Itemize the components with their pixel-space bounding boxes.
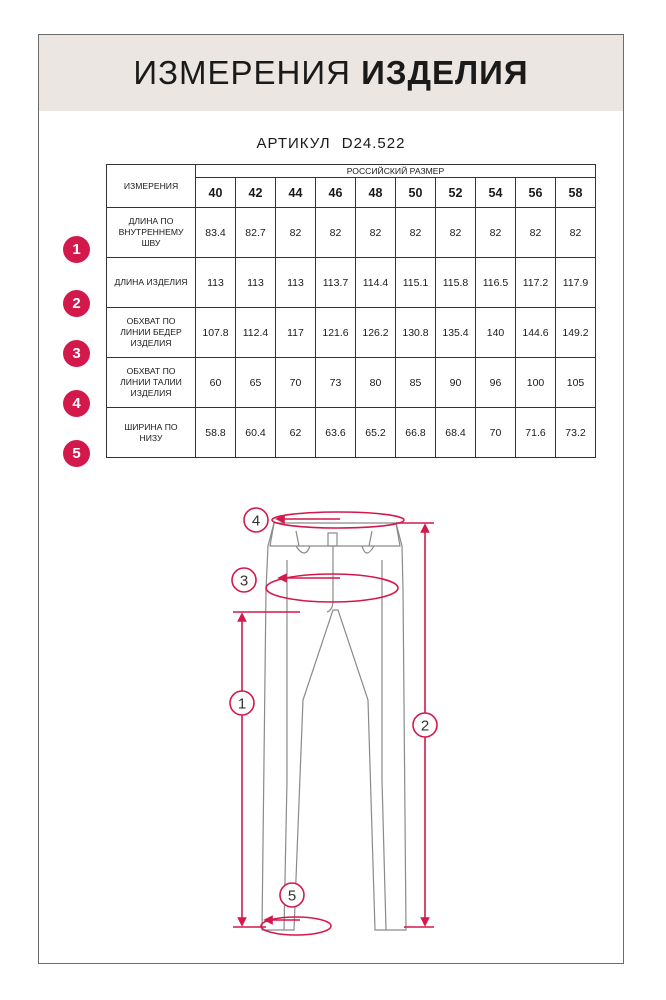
measurement-value: 115.8 [436, 258, 476, 308]
measurement-value: 115.1 [396, 258, 436, 308]
measurement-label-line: ОБХВАТ ПО [126, 316, 176, 326]
measurement-label-line: ДЛИНА ПО [128, 216, 174, 226]
measurement-value: 140 [476, 308, 516, 358]
measurement-value: 130.8 [396, 308, 436, 358]
measurement-value: 65.2 [356, 408, 396, 458]
size-header: 42 [236, 178, 276, 208]
row-number-badge: 4 [63, 390, 90, 417]
diagram-marker-3: 3 [239, 572, 249, 590]
measurement-label-line: НИЗУ [139, 432, 163, 443]
measurement-value: 113 [276, 258, 316, 308]
measurement-value: 82 [516, 208, 556, 258]
measurement-value: 144.6 [516, 308, 556, 358]
row-number-badge: 1 [63, 236, 90, 263]
measurement-label-line: ДЛИНА ИЗДЕЛИЯ [114, 277, 188, 287]
measurement-label-line: ШИРИНА ПО [124, 421, 178, 432]
measurement-value: 82 [316, 208, 356, 258]
size-header: 52 [436, 178, 476, 208]
article-label: АРТИКУЛ [256, 135, 331, 152]
measurement-value: 85 [396, 358, 436, 408]
measurement-value: 113 [236, 258, 276, 308]
measurement-value: 66.8 [396, 408, 436, 458]
measurement-value: 82 [276, 208, 316, 258]
article-code: D24.522 [341, 135, 406, 152]
size-header: 56 [516, 178, 556, 208]
size-header: 50 [396, 178, 436, 208]
measurement-label-line: ЛИНИИ ТАЛИИ [120, 377, 182, 387]
measurement-value: 82 [356, 208, 396, 258]
measurement-value: 117.9 [556, 258, 596, 308]
measurement-value: 114.4 [356, 258, 396, 308]
size-group-header: РОССИЙСКИЙ РАЗМЕР [196, 165, 596, 178]
measurement-value: 107.8 [196, 308, 236, 358]
measurement-value: 82 [396, 208, 436, 258]
measurement-value: 82 [476, 208, 516, 258]
row-number-badge: 3 [63, 340, 90, 367]
measurement-value: 82.7 [236, 208, 276, 258]
size-header: 54 [476, 178, 516, 208]
measurement-value: 149.2 [556, 308, 596, 358]
row-number-badge: 5 [63, 440, 90, 467]
measurement-value: 80 [356, 358, 396, 408]
measurement-value: 126.2 [356, 308, 396, 358]
measurement-value: 117 [276, 308, 316, 358]
measurement-value: 116.5 [476, 258, 516, 308]
measurement-value: 68.4 [436, 408, 476, 458]
measurement-value: 96 [476, 358, 516, 408]
measurement-value: 70 [276, 358, 316, 408]
measurement-value: 105 [556, 358, 596, 408]
measurement-value: 100 [516, 358, 556, 408]
measurement-value: 117.2 [516, 258, 556, 308]
measurement-value: 60.4 [236, 408, 276, 458]
measurement-value: 58.8 [196, 408, 236, 458]
measurement-label-line: ОБХВАТ ПО [126, 366, 176, 376]
measurement-label-line: ИЗДЕЛИЯ [130, 338, 172, 348]
diagram-marker-5: 5 [287, 887, 297, 905]
measurement-value: 70 [476, 408, 516, 458]
row-number-badge: 2 [63, 290, 90, 317]
size-header: 58 [556, 178, 596, 208]
measurement-label-line: ШВУ [141, 238, 161, 248]
measurement-value: 65 [236, 358, 276, 408]
trousers-outline [262, 523, 406, 930]
measurement-label-line: ИЗДЕЛИЯ [130, 388, 172, 398]
measurement-value: 83.4 [196, 208, 236, 258]
measurement-value: 112.4 [236, 308, 276, 358]
measurement-value: 73 [316, 358, 356, 408]
diagram-marker-1: 1 [237, 695, 247, 713]
measurement-value: 60 [196, 358, 236, 408]
diagram-marker-2: 2 [420, 717, 430, 735]
measure-header: ИЗМЕРЕНИЯ [107, 165, 196, 208]
measurement-value: 82 [556, 208, 596, 258]
measurement-value: 73.2 [556, 408, 596, 458]
measurement-value: 113.7 [316, 258, 356, 308]
size-header: 44 [276, 178, 316, 208]
measurement-value: 135.4 [436, 308, 476, 358]
waist-ellipse [272, 512, 404, 528]
measurement-value: 121.6 [316, 308, 356, 358]
measurement-value: 71.6 [516, 408, 556, 458]
page-title-bold: ИЗДЕЛИЯ [361, 54, 529, 91]
diagram-marker-4: 4 [251, 512, 261, 530]
size-header: 48 [356, 178, 396, 208]
page-title-light: ИЗМЕРЕНИЯ [133, 54, 351, 91]
measurement-value: 63.6 [316, 408, 356, 458]
measurement-value: 90 [436, 358, 476, 408]
measurement-value: 82 [436, 208, 476, 258]
size-header: 46 [316, 178, 356, 208]
measurement-label-line: ЛИНИИ БЕДЕР [120, 327, 182, 337]
measurement-label-line: ВНУТРЕННЕМУ [118, 227, 184, 237]
measurement-value: 62 [276, 408, 316, 458]
size-header: 40 [196, 178, 236, 208]
measurement-value: 113 [196, 258, 236, 308]
